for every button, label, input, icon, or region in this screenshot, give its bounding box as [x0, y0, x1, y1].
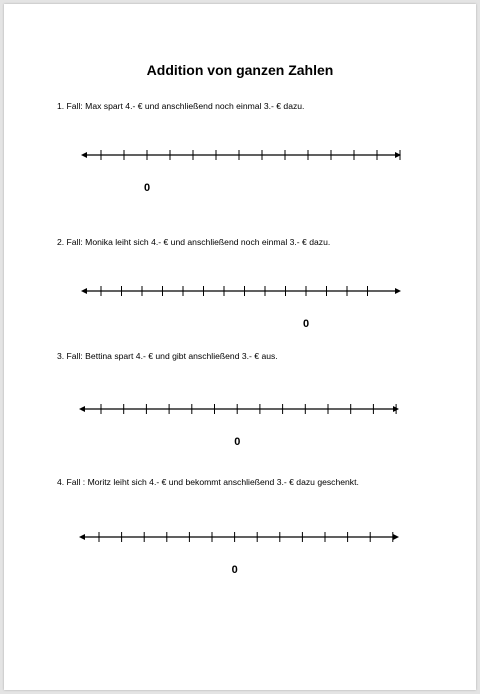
page-title: Addition von ganzen Zahlen	[146, 62, 334, 78]
worksheet-page	[4, 4, 476, 690]
right-arrow-icon	[393, 534, 399, 540]
case-4-zero-label: 0	[231, 564, 238, 576]
case-2-zero-label: 0	[303, 318, 310, 330]
left-arrow-icon	[79, 534, 85, 540]
case-4-text: 4. Fall : Moritz leiht sich 4.- € und bekommt anschließend 3.- € dazu geschenkt.	[57, 477, 359, 487]
case-1-text: 1. Fall: Max spart 4.- € und anschließend noch einmal 3.- € dazu.	[57, 101, 305, 111]
number-line-4	[4, 4, 476, 690]
case-1-zero-label: 0	[144, 182, 151, 194]
case-3-text: 3. Fall: Bettina spart 4.- € und gibt anschließend 3.- € aus.	[57, 351, 278, 361]
case-3-zero-label: 0	[234, 436, 241, 448]
case-2-text: 2. Fall: Monika leiht sich 4.- € und anschließend noch einmal 3.- € dazu.	[57, 237, 331, 247]
